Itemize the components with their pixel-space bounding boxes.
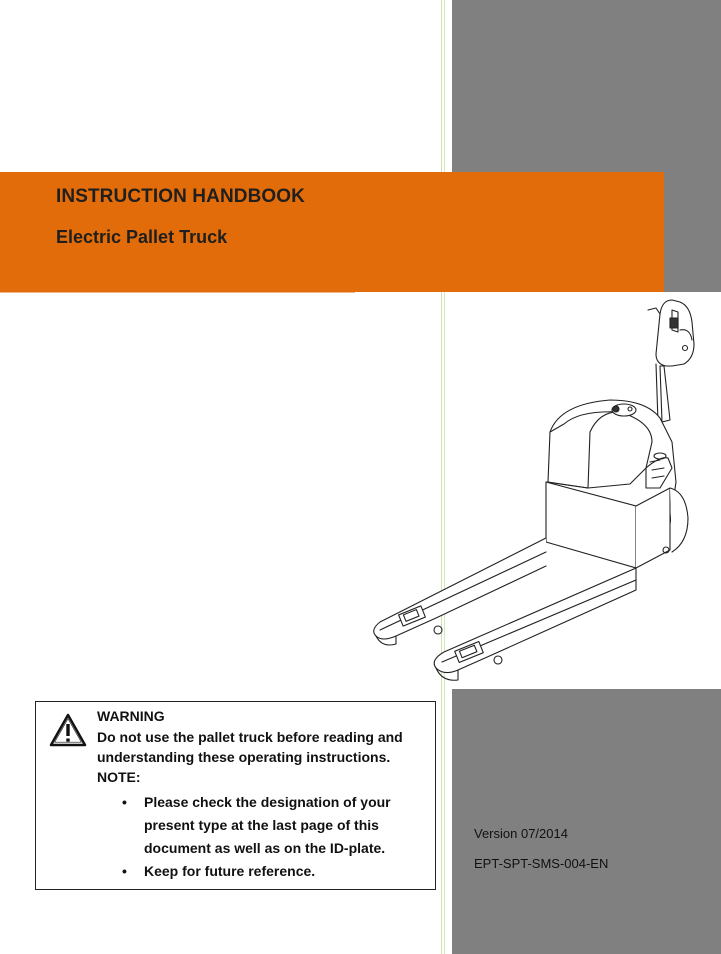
- gray-panel-bottom: [452, 689, 721, 954]
- note-text: Keep for future reference.: [144, 863, 316, 879]
- document-subtitle: Electric Pallet Truck: [56, 227, 228, 247]
- electric-pallet-truck-drawing-icon: [360, 292, 700, 692]
- warning-box: [35, 701, 436, 890]
- list-item: [122, 860, 422, 883]
- warning-text: Do not use the pallet truck before reading and understanding these operating instructions.: [97, 729, 403, 765]
- bullet-icon: •: [122, 863, 127, 879]
- document-number: EPT-SPT-SMS-004-EN: [474, 856, 609, 871]
- warning-triangle-icon: [48, 712, 88, 748]
- note-list: [122, 791, 422, 883]
- note-text: Please check the designation of your present type at the last page of this document as well as on the ID-plate.: [144, 794, 391, 856]
- version-label: Version 07/2014: [474, 826, 568, 841]
- band-underline: [0, 292, 355, 293]
- list-item: [122, 791, 422, 860]
- bullet-icon: •: [122, 794, 127, 810]
- warning-heading: WARNING: [97, 708, 165, 724]
- note-heading: NOTE:: [97, 769, 141, 785]
- document-title: INSTRUCTION HANDBOOK: [56, 186, 305, 207]
